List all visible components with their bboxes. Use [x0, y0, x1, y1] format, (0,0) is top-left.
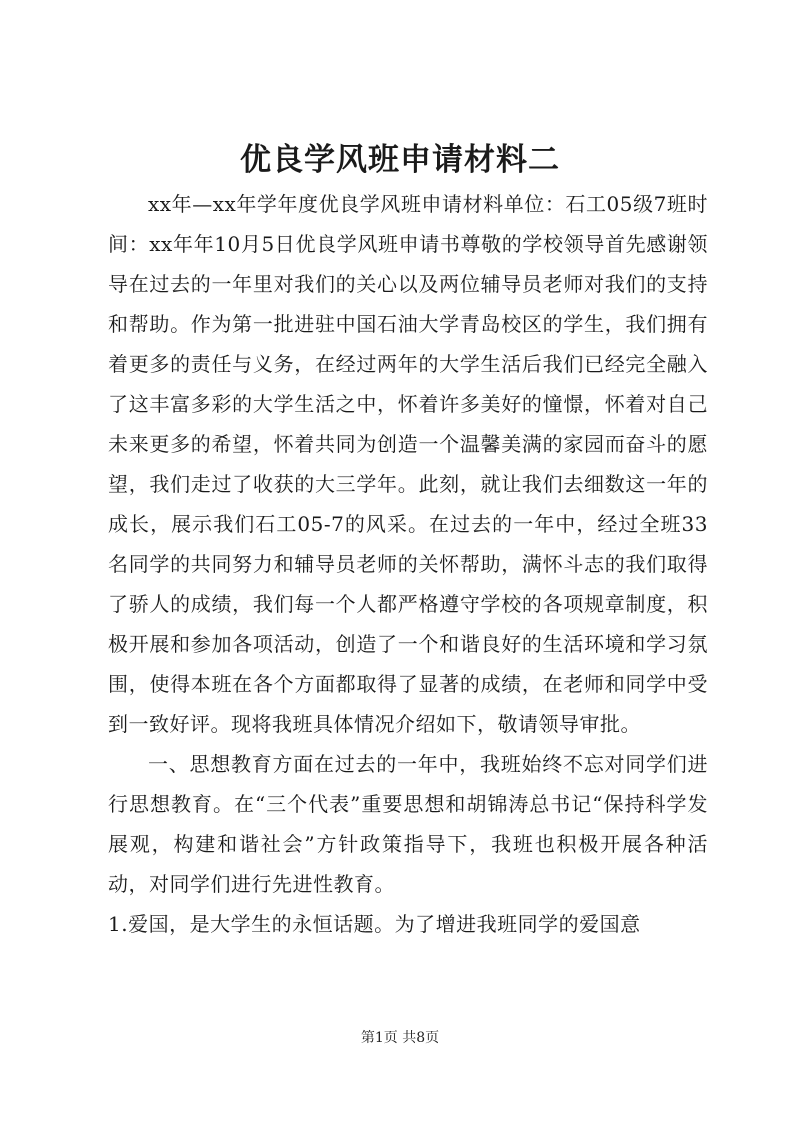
page-number-footer: 第1页 共8页	[360, 1030, 440, 1046]
paragraph-ideology-education: 一、思想教育方面在过去的一年中，我班始终不忘对同学们进行思想教育。在“三个代表”重要思想和胡锦涛总书记“保持科学发展观，构建和谐社会”方针政策指导下，我班也积极开展各种活动，对同学们进行先进性教育。	[108, 752, 708, 896]
document-body	[108, 184, 708, 944]
paragraph-intro: xx年—xx年学年度优良学风班申请材料单位：石工05级7班时间：xx年年10月5日优良学风班申请书尊敬的学校领导首先感谢领导在过去的一年里对我们的关心以及两位辅导员老师对我们的支持和帮助。作为第一批进驻中国石油大学青岛校区的学生，我们拥有着更多的责任与义务，在经过两年的大学生活后我们已经完全融入了这丰富多彩的大学生活之中，怀着许多美好的憧憬，怀着对自己未来更多的希望，怀着共同为创造一个温馨美满的家园而奋斗的愿望，我们走过了收获的大三学年。此刻，就让我们去细数这一年的成长，展示我们石工05-7的风采。在过去的一年中，经过全班33名同学的共同努力和辅导员老师的关怀帮助，满怀斗志的我们取得了骄人的成绩，我们每一个人都严格遵守学校的各项规章制度，积极开展和参加各项活动，创造了一个和谐良好的生活环境和学习氛围，使得本班在各个方面都取得了显著的成绩，在老师和同学中受到一致好评。现将我班具体情况介绍如下，敬请领导审批。	[108, 192, 708, 736]
paragraph-patriotism: 1.爱国，是大学生的永恒话题。为了增进我班同学的爱国意	[108, 912, 641, 936]
document-title: 优良学风班申请材料二	[240, 142, 560, 178]
